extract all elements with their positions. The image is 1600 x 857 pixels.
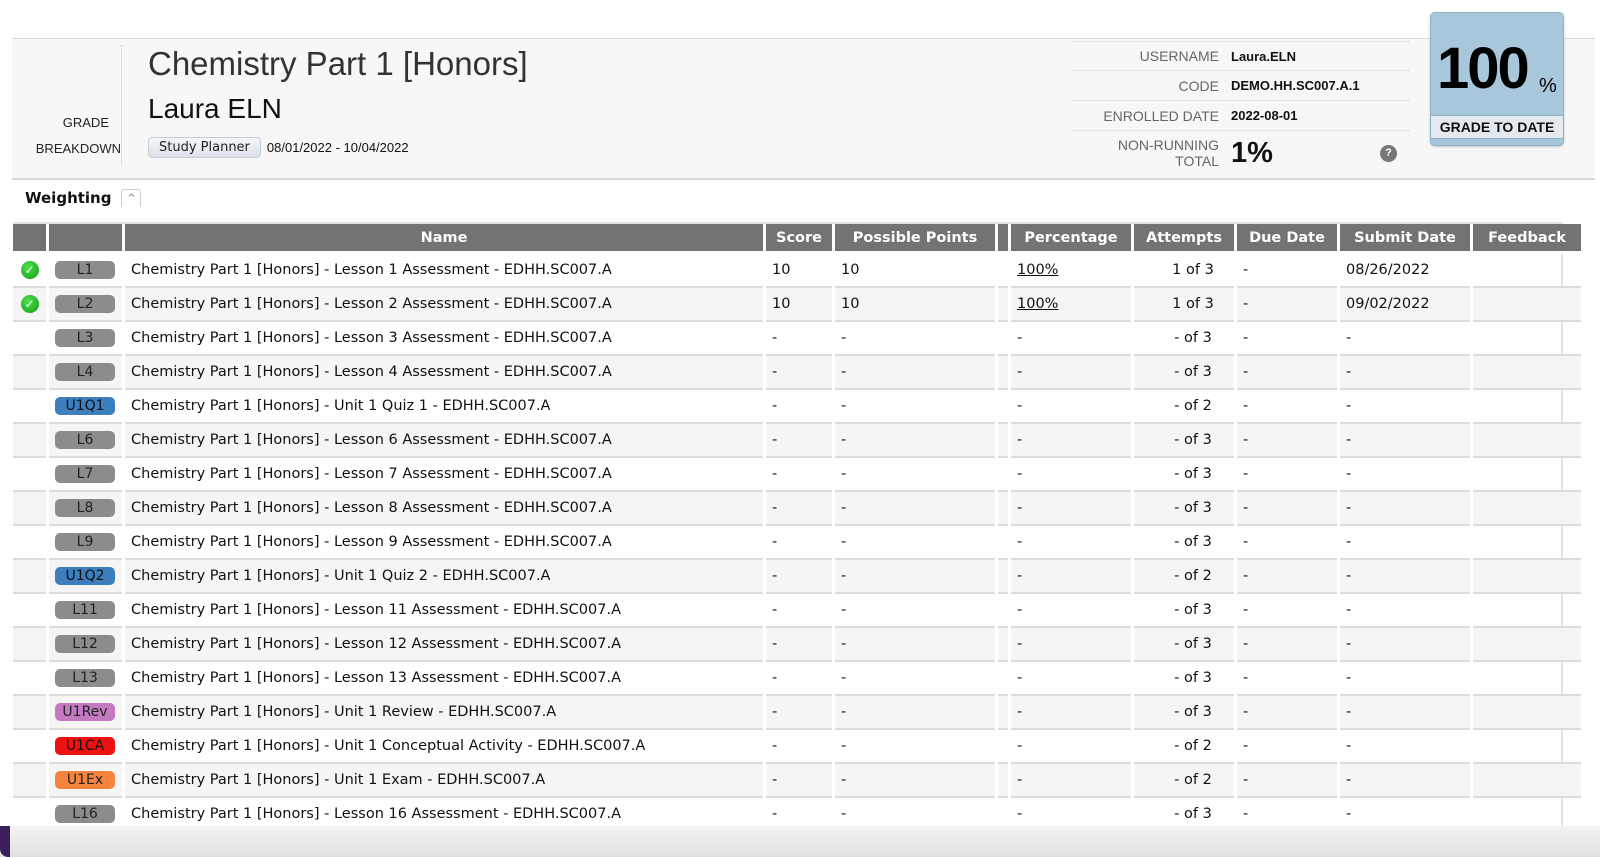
due-date-cell: -	[1237, 390, 1337, 424]
badge-cell	[49, 526, 122, 560]
table-row	[13, 390, 1581, 424]
assignment-badge: L6	[55, 431, 115, 449]
status-cell	[13, 764, 46, 798]
table-row	[13, 662, 1581, 696]
percentage-value: -	[1017, 602, 1023, 618]
possible-points-cell: -	[835, 628, 995, 662]
grade-breakdown-link[interactable]	[12, 45, 122, 165]
spacer-cell	[998, 390, 1008, 424]
feedback-cell	[1473, 628, 1581, 662]
column-header-feedback[interactable]: Feedback	[1473, 224, 1581, 254]
grade-value: 100	[1437, 36, 1528, 101]
badge-cell	[49, 356, 122, 390]
percentage-value: -	[1017, 466, 1023, 482]
planner-row	[148, 137, 409, 158]
percentage-link[interactable]: 100%	[1017, 296, 1059, 312]
badge-cell	[49, 696, 122, 730]
percentage-cell	[1011, 662, 1131, 696]
percentage-value: -	[1017, 500, 1023, 516]
percentage-cell	[1011, 594, 1131, 628]
enrolled-label: ENROLLED DATE	[1103, 107, 1219, 124]
column-header-score[interactable]: Score	[766, 224, 832, 254]
status-cell	[13, 356, 46, 390]
attempts-cell: - of 3	[1134, 594, 1234, 628]
assignment-name[interactable]: Chemistry Part 1 [Honors] - Lesson 11 Assessment - EDHH.SC007.A	[125, 594, 763, 628]
possible-points-cell: -	[835, 798, 995, 832]
percentage-value: -	[1017, 398, 1023, 414]
column-header-blank-5	[998, 224, 1008, 254]
assignment-badge: L13	[55, 669, 115, 687]
score-cell: -	[766, 322, 832, 356]
badge-cell	[49, 628, 122, 662]
submit-date-cell: -	[1340, 526, 1470, 560]
assignment-badge: L1	[55, 261, 115, 279]
course-header	[12, 38, 1595, 180]
score-cell: -	[766, 764, 832, 798]
submit-date-cell: -	[1340, 356, 1470, 390]
badge-cell	[49, 390, 122, 424]
percentage-cell	[1011, 424, 1131, 458]
score-cell: 10	[766, 288, 832, 322]
attempts-cell: - of 3	[1134, 322, 1234, 356]
percentage-link[interactable]: 100%	[1017, 262, 1059, 278]
badge-cell	[49, 288, 122, 322]
assignment-badge: U1Ex	[55, 771, 115, 789]
percentage-value: -	[1017, 806, 1023, 822]
percentage-value: -	[1017, 568, 1023, 584]
score-cell: 10	[766, 254, 832, 288]
score-cell: -	[766, 424, 832, 458]
possible-points-cell: -	[835, 390, 995, 424]
attempts-cell: - of 2	[1134, 560, 1234, 594]
attempts-cell: - of 2	[1134, 764, 1234, 798]
assignment-name[interactable]: Chemistry Part 1 [Honors] - Lesson 8 Assessment - EDHH.SC007.A	[125, 492, 763, 526]
total-label: NON-RUNNING TOTAL	[1117, 137, 1219, 169]
submit-date-cell: -	[1340, 424, 1470, 458]
check-icon: ✓	[21, 295, 39, 313]
column-header-name[interactable]: Name	[125, 224, 763, 254]
grade-to-date-box	[1430, 12, 1564, 146]
assignment-badge: L8	[55, 499, 115, 517]
due-date-cell: -	[1237, 764, 1337, 798]
feedback-cell	[1473, 696, 1581, 730]
status-cell	[13, 628, 46, 662]
submit-date-cell: -	[1340, 492, 1470, 526]
assignment-name[interactable]: Chemistry Part 1 [Honors] - Lesson 16 Assessment - EDHH.SC007.A	[125, 798, 763, 832]
window-corner	[0, 826, 10, 857]
username-label: USERNAME	[1139, 48, 1219, 64]
status-cell	[13, 390, 46, 424]
table-row	[13, 492, 1581, 526]
assignment-name[interactable]: Chemistry Part 1 [Honors] - Unit 1 Quiz 1 - EDHH.SC007.A	[125, 390, 763, 424]
assignment-name[interactable]: Chemistry Part 1 [Honors] - Lesson 7 Assessment - EDHH.SC007.A	[125, 458, 763, 492]
table-row	[13, 730, 1581, 764]
assignment-badge: L16	[55, 805, 115, 823]
status-cell	[13, 730, 46, 764]
status-cell	[13, 526, 46, 560]
badge-cell	[49, 458, 122, 492]
assignment-badge: L2	[55, 295, 115, 313]
feedback-cell	[1473, 356, 1581, 390]
percentage-value: -	[1017, 364, 1023, 380]
status-cell	[13, 492, 46, 526]
enrolled-value: 2022-08-01	[1231, 108, 1298, 123]
possible-points-cell: -	[835, 322, 995, 356]
chevron-up-icon[interactable]: ^	[121, 189, 141, 207]
status-cell	[13, 424, 46, 458]
percentage-value: -	[1017, 772, 1023, 788]
spacer-cell	[998, 696, 1008, 730]
score-cell: -	[766, 696, 832, 730]
percentage-value: -	[1017, 636, 1023, 652]
feedback-cell	[1473, 594, 1581, 628]
score-cell: -	[766, 390, 832, 424]
badge-cell	[49, 424, 122, 458]
due-date-cell: -	[1237, 730, 1337, 764]
table-row	[13, 628, 1581, 662]
submit-date-cell: -	[1340, 798, 1470, 832]
column-header-percentage[interactable]: Percentage	[1011, 224, 1131, 254]
attempts-cell: - of 2	[1134, 730, 1234, 764]
possible-points-cell: -	[835, 356, 995, 390]
possible-points-cell: -	[835, 594, 995, 628]
code-label: CODE	[1178, 77, 1219, 94]
column-header-attempts[interactable]: Attempts	[1134, 224, 1234, 254]
percentage-cell	[1011, 526, 1131, 560]
percentage-value: -	[1017, 670, 1023, 686]
assignment-badge: U1Rev	[55, 703, 115, 721]
feedback-cell	[1473, 560, 1581, 594]
code-value: DEMO.HH.SC007.A.1	[1231, 78, 1360, 93]
due-date-cell: -	[1237, 492, 1337, 526]
percentage-cell	[1011, 356, 1131, 390]
spacer-cell	[998, 458, 1008, 492]
submit-date-cell: -	[1340, 594, 1470, 628]
percentage-cell	[1011, 560, 1131, 594]
submit-date-cell: 09/02/2022	[1340, 288, 1470, 322]
submit-date-cell: -	[1340, 628, 1470, 662]
assignment-badge: L4	[55, 363, 115, 381]
possible-points-cell: -	[835, 560, 995, 594]
possible-points-cell: -	[835, 424, 995, 458]
info-row-username	[1073, 41, 1409, 71]
possible-points-cell: -	[835, 696, 995, 730]
submit-date-cell: 08/26/2022	[1340, 254, 1470, 288]
table-row	[13, 526, 1581, 560]
due-date-cell: -	[1237, 356, 1337, 390]
percentage-cell	[1011, 492, 1131, 526]
badge-cell	[49, 560, 122, 594]
percentage-cell	[1011, 254, 1131, 288]
due-date-cell: -	[1237, 594, 1337, 628]
table-row	[13, 560, 1581, 594]
attempts-cell: - of 3	[1134, 662, 1234, 696]
due-date-cell: -	[1237, 322, 1337, 356]
assignment-badge: L12	[55, 635, 115, 653]
column-header-blank-1	[49, 224, 122, 254]
feedback-cell	[1473, 492, 1581, 526]
spacer-cell	[998, 356, 1008, 390]
possible-points-cell: -	[835, 492, 995, 526]
assignment-name[interactable]: Chemistry Part 1 [Honors] - Unit 1 Quiz 2 - EDHH.SC007.A	[125, 560, 763, 594]
attempts-cell: - of 3	[1134, 458, 1234, 492]
attempts-cell: 1 of 3	[1134, 288, 1234, 322]
course-date-range: 08/01/2022 - 10/04/2022	[266, 140, 409, 155]
percentage-value: -	[1017, 704, 1023, 720]
info-row-total	[1073, 131, 1409, 175]
feedback-cell	[1473, 390, 1581, 424]
status-cell	[13, 322, 46, 356]
feedback-cell	[1473, 730, 1581, 764]
assignment-badge: U1CA	[55, 737, 115, 755]
grade-to-date-label: GRADE TO DATE	[1431, 115, 1563, 139]
assignment-name[interactable]: Chemistry Part 1 [Honors] - Unit 1 Review - EDHH.SC007.A	[125, 696, 763, 730]
assignment-badge: L11	[55, 601, 115, 619]
bottom-fade	[0, 826, 1600, 857]
column-header-possible-points[interactable]: Possible Points	[835, 224, 995, 254]
assignment-badge: L7	[55, 465, 115, 483]
status-cell	[13, 662, 46, 696]
submit-date-cell: -	[1340, 730, 1470, 764]
badge-cell	[49, 492, 122, 526]
badge-cell	[49, 730, 122, 764]
table-row	[13, 356, 1581, 390]
assignment-badge: L3	[55, 329, 115, 347]
username-value: Laura.ELN	[1231, 48, 1297, 64]
info-row-code	[1073, 71, 1409, 101]
percentage-cell	[1011, 764, 1131, 798]
spacer-cell	[998, 254, 1008, 288]
spacer-cell	[998, 526, 1008, 560]
possible-points-cell: -	[835, 730, 995, 764]
assignment-name[interactable]: Chemistry Part 1 [Honors] - Lesson 2 Assessment - EDHH.SC007.A	[125, 288, 763, 322]
study-planner-button[interactable]: Study Planner	[148, 137, 261, 158]
badge-cell	[49, 662, 122, 696]
possible-points-cell: 10	[835, 254, 995, 288]
attempts-cell: - of 3	[1134, 492, 1234, 526]
possible-points-cell: -	[835, 526, 995, 560]
grades-table	[13, 222, 1566, 832]
column-header-due-date[interactable]: Due Date	[1237, 224, 1337, 254]
attempts-cell: - of 3	[1134, 356, 1234, 390]
assignment-name[interactable]: Chemistry Part 1 [Honors] - Lesson 9 Assessment - EDHH.SC007.A	[125, 526, 763, 560]
score-cell: -	[766, 560, 832, 594]
feedback-cell	[1473, 662, 1581, 696]
status-cell	[13, 560, 46, 594]
percentage-cell	[1011, 730, 1131, 764]
spacer-cell	[998, 492, 1008, 526]
submit-date-cell: -	[1340, 764, 1470, 798]
spacer-cell	[998, 288, 1008, 322]
assignment-name[interactable]: Chemistry Part 1 [Honors] - Unit 1 Exam - EDHH.SC007.A	[125, 764, 763, 798]
feedback-cell	[1473, 526, 1581, 560]
info-row-enrolled	[1073, 101, 1409, 131]
spacer-cell	[998, 764, 1008, 798]
submit-date-cell: -	[1340, 696, 1470, 730]
grade-breakdown-label-line2: BREAKDOWN	[35, 141, 121, 156]
attempts-cell: - of 3	[1134, 526, 1234, 560]
possible-points-cell: -	[835, 764, 995, 798]
score-cell: -	[766, 492, 832, 526]
due-date-cell: -	[1237, 526, 1337, 560]
attempts-cell: - of 3	[1134, 424, 1234, 458]
table-row	[13, 424, 1581, 458]
percentage-cell	[1011, 322, 1131, 356]
feedback-cell	[1473, 424, 1581, 458]
due-date-cell: -	[1237, 254, 1337, 288]
table-row	[13, 254, 1581, 288]
assignment-name[interactable]: Chemistry Part 1 [Honors] - Lesson 12 Assessment - EDHH.SC007.A	[125, 628, 763, 662]
submit-date-cell: -	[1340, 560, 1470, 594]
table-row	[13, 322, 1581, 356]
status-cell	[13, 458, 46, 492]
feedback-cell	[1473, 288, 1581, 322]
course-title: Chemistry Part 1 [Honors]	[148, 45, 528, 82]
spacer-cell	[998, 594, 1008, 628]
possible-points-cell: 10	[835, 288, 995, 322]
score-cell: -	[766, 594, 832, 628]
score-cell: -	[766, 526, 832, 560]
submit-date-cell: -	[1340, 322, 1470, 356]
submit-date-cell: -	[1340, 458, 1470, 492]
assignment-name[interactable]: Chemistry Part 1 [Honors] - Lesson 6 Assessment - EDHH.SC007.A	[125, 424, 763, 458]
assignment-name[interactable]: Chemistry Part 1 [Honors] - Lesson 1 Assessment - EDHH.SC007.A	[125, 254, 763, 288]
percentage-cell	[1011, 696, 1131, 730]
submit-date-cell: -	[1340, 390, 1470, 424]
attempts-cell: - of 3	[1134, 798, 1234, 832]
score-cell: -	[766, 628, 832, 662]
status-cell	[13, 696, 46, 730]
percentage-cell	[1011, 288, 1131, 322]
spacer-cell	[998, 424, 1008, 458]
submit-date-cell: -	[1340, 662, 1470, 696]
possible-points-cell: -	[835, 662, 995, 696]
percentage-value: -	[1017, 534, 1023, 550]
assignment-badge: U1Q1	[55, 397, 115, 415]
spacer-cell	[998, 662, 1008, 696]
percentage-value: -	[1017, 738, 1023, 754]
due-date-cell: -	[1237, 696, 1337, 730]
weighting-section	[25, 189, 141, 207]
feedback-cell	[1473, 764, 1581, 798]
assignment-badge: U1Q2	[55, 567, 115, 585]
percentage-cell	[1011, 390, 1131, 424]
table-row	[13, 288, 1581, 322]
table-row	[13, 458, 1581, 492]
spacer-cell	[998, 628, 1008, 662]
possible-points-cell: -	[835, 458, 995, 492]
badge-cell	[49, 594, 122, 628]
student-info	[1073, 41, 1409, 175]
grade-percent-sign: %	[1539, 75, 1557, 97]
score-cell: -	[766, 798, 832, 832]
attempts-cell: - of 2	[1134, 390, 1234, 424]
score-cell: -	[766, 662, 832, 696]
table-row	[13, 696, 1581, 730]
help-icon[interactable]: ?	[1380, 145, 1397, 162]
status-cell	[13, 254, 46, 288]
badge-cell	[49, 322, 122, 356]
attempts-cell: - of 3	[1134, 696, 1234, 730]
assignment-name[interactable]: Chemistry Part 1 [Honors] - Lesson 4 Assessment - EDHH.SC007.A	[125, 356, 763, 390]
feedback-cell	[1473, 322, 1581, 356]
student-name: Laura ELN	[148, 93, 282, 124]
percentage-cell	[1011, 628, 1131, 662]
due-date-cell: -	[1237, 288, 1337, 322]
score-cell: -	[766, 458, 832, 492]
check-icon: ✓	[21, 261, 39, 279]
table-row	[13, 594, 1581, 628]
due-date-cell: -	[1237, 424, 1337, 458]
due-date-cell: -	[1237, 662, 1337, 696]
percentage-value: -	[1017, 330, 1023, 346]
column-header-submit-date[interactable]: Submit Date	[1340, 224, 1470, 254]
status-cell	[13, 288, 46, 322]
grade-breakdown-label-line1: GRADE	[62, 115, 109, 130]
total-value: 1%	[1231, 136, 1273, 169]
assignment-name[interactable]: Chemistry Part 1 [Honors] - Lesson 13 Assessment - EDHH.SC007.A	[125, 662, 763, 696]
due-date-cell: -	[1237, 560, 1337, 594]
attempts-cell: - of 3	[1134, 628, 1234, 662]
percentage-value: -	[1017, 432, 1023, 448]
score-cell: -	[766, 730, 832, 764]
due-date-cell: -	[1237, 798, 1337, 832]
assignment-name[interactable]: Chemistry Part 1 [Honors] - Unit 1 Conceptual Activity - EDHH.SC007.A	[125, 730, 763, 764]
column-header-blank-0	[13, 224, 46, 254]
score-cell: -	[766, 356, 832, 390]
due-date-cell: -	[1237, 458, 1337, 492]
assignment-badge: L9	[55, 533, 115, 551]
spacer-cell	[998, 730, 1008, 764]
table-row	[13, 764, 1581, 798]
weighting-label: Weighting	[25, 189, 112, 207]
due-date-cell: -	[1237, 628, 1337, 662]
badge-cell	[49, 764, 122, 798]
attempts-cell: 1 of 3	[1134, 254, 1234, 288]
feedback-cell	[1473, 254, 1581, 288]
table-header-row	[13, 224, 1581, 254]
spacer-cell	[998, 560, 1008, 594]
status-cell	[13, 594, 46, 628]
badge-cell	[49, 254, 122, 288]
assignment-name[interactable]: Chemistry Part 1 [Honors] - Lesson 3 Assessment - EDHH.SC007.A	[125, 322, 763, 356]
feedback-cell	[1473, 458, 1581, 492]
spacer-cell	[998, 322, 1008, 356]
percentage-cell	[1011, 458, 1131, 492]
